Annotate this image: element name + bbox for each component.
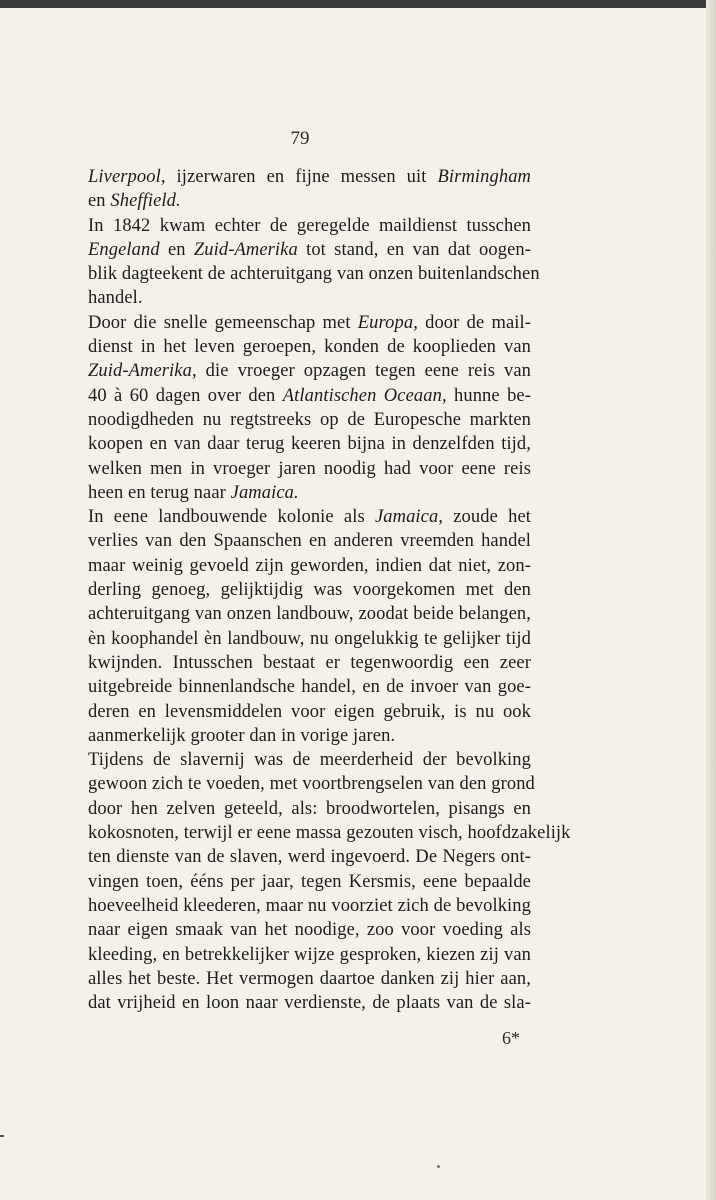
text-line (88, 967, 531, 991)
text-line (88, 432, 531, 456)
text-line (88, 821, 571, 845)
text-run: kleeding, en betrekkelijker wijze gesproken, kiezen zij van (88, 944, 531, 965)
text-run: tot stand, en van dat oogen- (297, 239, 531, 260)
text-line (88, 797, 531, 821)
text-line (88, 311, 531, 335)
text-line (88, 262, 540, 286)
text-run: aanmerkelijk grooter dan in vorige jaren. (88, 725, 396, 746)
paper-speck (437, 1165, 440, 1168)
text-line (88, 578, 531, 602)
text-run: dat vrijheid en loon naar verdienste, de plaats van de sla- (88, 993, 531, 1014)
text-line (88, 724, 531, 748)
text-run: en (159, 239, 194, 260)
text-line (88, 602, 531, 626)
text-run: koopen en van daar terug keeren bijna in denzelfden tijd, (88, 434, 531, 455)
text-line (88, 165, 531, 189)
text-line (88, 189, 531, 213)
text-run: , ijzerwaren en fijne messen uit (160, 167, 438, 187)
italic-term: Birmingham (437, 167, 531, 187)
page-number: 79 (290, 128, 310, 149)
text-line (88, 627, 531, 651)
text-run: handel. (88, 288, 143, 309)
text-line (88, 894, 531, 918)
italic-term: Zuid-Amerika (88, 361, 192, 382)
text-line (88, 651, 531, 675)
text-run: naar eigen smaak van het noodige, zoo voor voeding als (88, 920, 531, 941)
text-run: , door de mail- (413, 312, 531, 333)
text-line (88, 845, 531, 869)
text-run: welken men in vroeger jaren noodig had voor eene reis (88, 458, 531, 479)
text-line (88, 772, 535, 796)
italic-term: Zuid-Amerika (193, 239, 298, 260)
text-run: derling genoeg, gelijktijdig was voorgekomen met den (88, 580, 531, 601)
italic-term: Engeland (88, 239, 160, 260)
text-line (88, 408, 531, 432)
margin-mark (0, 1135, 4, 1137)
text-run: Door die snelle gemeenschap met (88, 312, 358, 333)
text-run: Tijdens de slavernij was de meerderheid der bevolking (88, 750, 531, 771)
text-run: deren en levensmiddelen voor eigen gebruik, is nu ook (88, 701, 531, 722)
text-run: 40 à 60 dagen over den (88, 385, 283, 406)
text-run: door hen zelven geteeld, als: broodwortelen, pisangs en (88, 798, 531, 819)
text-run: , die vroeger opzagen tegen eene reis van (191, 361, 531, 382)
text-line (88, 384, 531, 408)
text-run: blik dagteekent de achteruitgang van onzen buitenlandschen (88, 264, 540, 285)
text-run: ten dienste van de slaven, werd ingevoerd. De Negers ont- (88, 847, 531, 868)
text-run: vingen toen, ééns per jaar, tegen Kersmis, eene bepaalde (88, 871, 531, 892)
page-edge (706, 0, 716, 1200)
text-line (88, 918, 531, 942)
text-run: In eene landbouwende kolonie als (88, 507, 375, 528)
italic-term: Jamaica (374, 507, 439, 528)
text-line (88, 529, 531, 553)
text-line (88, 505, 531, 529)
text-run: alles het beste. Het vermogen daartoe danken zij hier aan, (88, 968, 531, 989)
text-run: dienst in het leven geroepen, konden de kooplieden van (88, 337, 531, 358)
text-run: maar weinig gevoeld zijn geworden, indien dat niet, zon- (88, 555, 531, 576)
text-line (88, 675, 531, 699)
text-run: , hunne be- (441, 385, 531, 406)
text-line (88, 359, 531, 383)
italic-term: Sheffield. (110, 191, 181, 212)
italic-term: Europa (357, 312, 414, 333)
text-run: verlies van den Spaanschen en anderen vreemden handel (88, 531, 531, 552)
text-line (88, 238, 531, 262)
text-run: noodigdheden nu regtstreeks op de Europesche markten (88, 409, 531, 430)
text-line (88, 481, 531, 505)
text-run: kokosnoten, terwijl er eene massa gezouten visch, hoofdzakelijk (88, 823, 571, 844)
text-run: gewoon zich te voeden, met voortbrengselen van den grond (88, 774, 535, 795)
italic-term: Atlantischen Oceaan (282, 385, 442, 406)
text-line (88, 457, 531, 481)
text-run: èn koophandel èn landbouw, nu ongelukkig te gelijker tijd (88, 628, 531, 649)
text-run: In 1842 kwam echter de geregelde maildienst tusschen (88, 215, 531, 236)
text-run: kwijnden. Intusschen bestaat er tegenwoordig een zeer (88, 652, 531, 673)
italic-term: Liverpool (88, 167, 161, 187)
text-line (88, 943, 531, 967)
scan-top-border (0, 0, 716, 8)
text-line (88, 991, 531, 1015)
text-line (88, 286, 531, 310)
text-run: en (88, 191, 111, 212)
text-line (88, 214, 531, 238)
text-line (88, 554, 531, 578)
text-run: heen en terug naar (88, 482, 231, 503)
text-run: , zoude het (438, 507, 531, 528)
text-line (88, 700, 531, 724)
italic-term: Jamaica. (230, 482, 299, 503)
text-line (88, 335, 531, 359)
signature-mark: 6* (502, 1028, 520, 1048)
text-run: achteruitgang van onzen landbouw, zoodat beide belangen, (88, 604, 531, 625)
text-run: hoeveelheid kleederen, maar nu voorziet zich de bevolking (88, 895, 531, 916)
text-run: uitgebreide binnenlandsche handel, en de invoer van goe- (88, 677, 531, 698)
text-line (88, 870, 531, 894)
text-line (88, 748, 531, 772)
body-text (88, 165, 571, 1015)
